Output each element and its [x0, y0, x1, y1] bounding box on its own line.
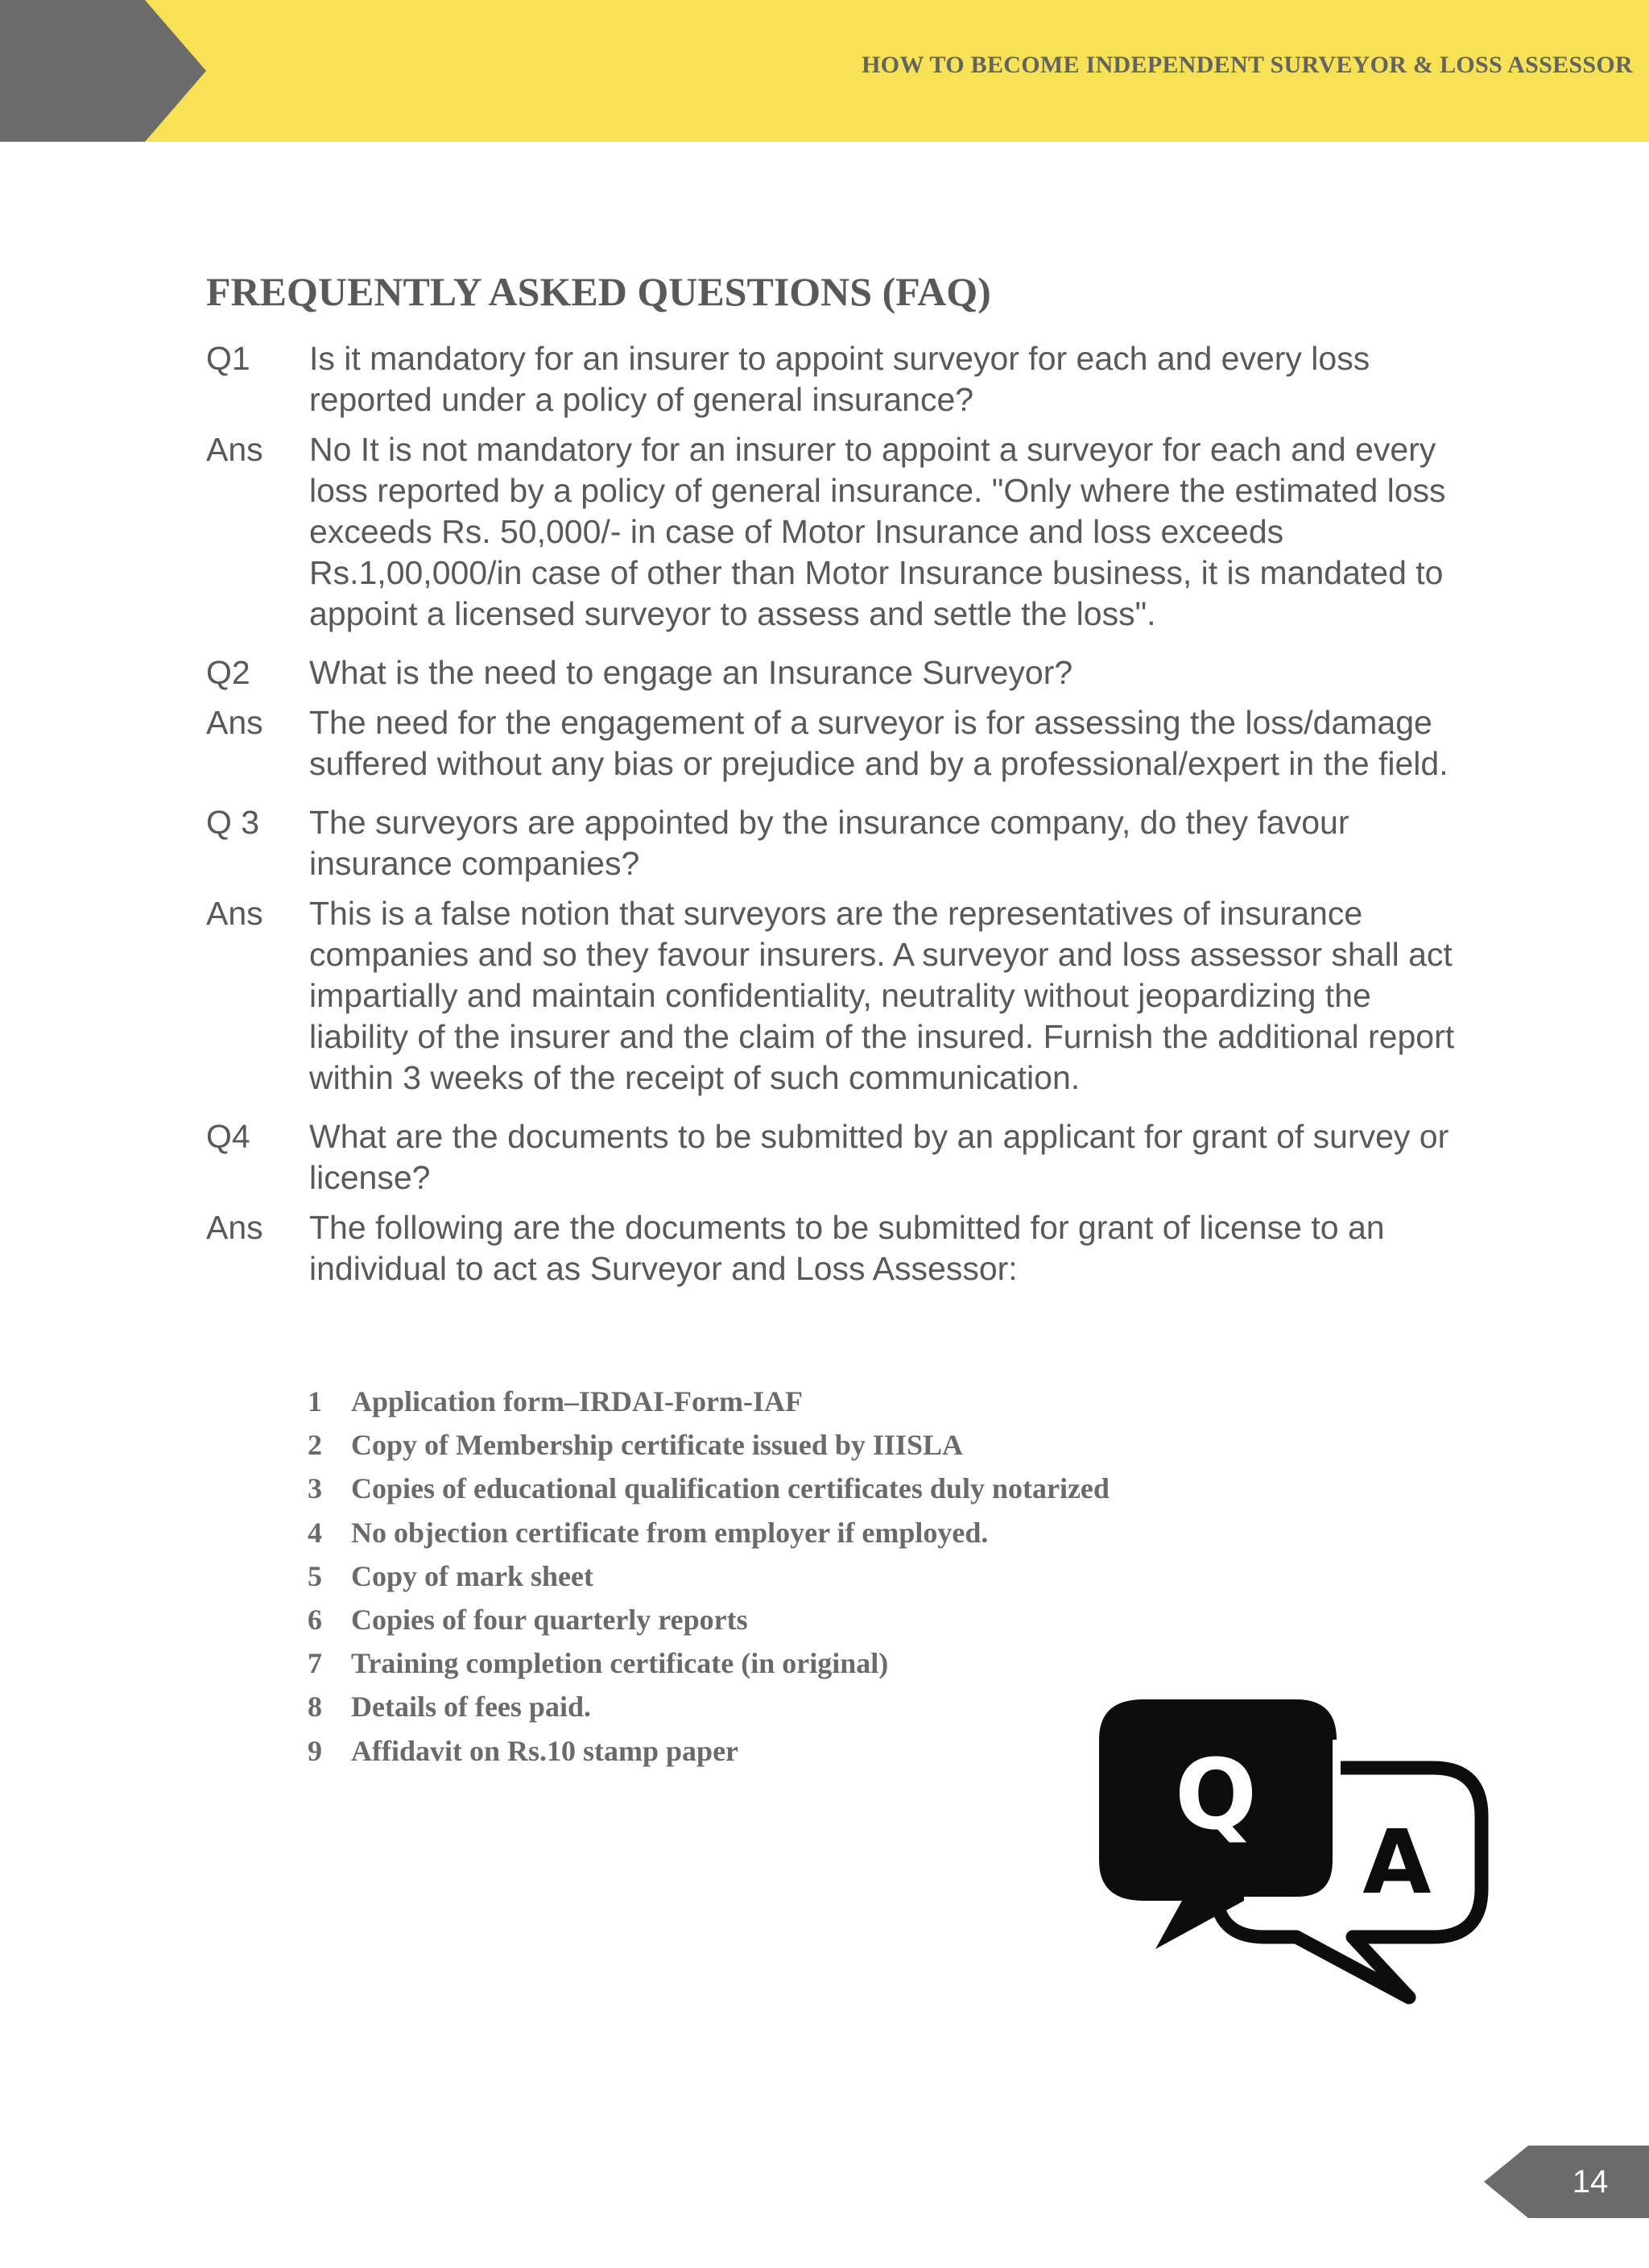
q-letter: Q	[1174, 1740, 1258, 1852]
list-item-number: 6	[308, 1604, 322, 1637]
list-item	[308, 1511, 1110, 1554]
question-label: Q1	[206, 340, 250, 377]
list-item	[308, 1423, 1110, 1467]
faq-question-1	[206, 338, 1478, 420]
qa-speech-bubbles-icon	[1095, 1691, 1498, 2013]
answer-text: The need for the engagement of a surveyor is for assessing the loss/damage suffered without any bias or prejudice and by a professional/expert in the field.	[309, 704, 1449, 782]
question-text: What are the documents to be submitted by an applicant for grant of survey or license?	[309, 1118, 1449, 1196]
list-item	[308, 1641, 1110, 1685]
answer-text: The following are the documents to be submitted for grant of license to an individual to act as Surveyor and Loss Assessor:	[309, 1209, 1385, 1287]
answer-label: Ans	[206, 895, 263, 932]
header-arrow-decoration	[0, 0, 209, 142]
faq-question-3	[206, 802, 1478, 884]
a-letter: A	[1362, 1811, 1432, 1914]
faq-question-2	[206, 652, 1478, 693]
section-heading: FREQUENTLY ASKED QUESTIONS (FAQ)	[206, 269, 991, 314]
list-item	[308, 1467, 1110, 1510]
faq-answer-2	[206, 702, 1478, 784]
answer-label: Ans	[206, 431, 263, 468]
faq-question-4	[206, 1116, 1478, 1198]
answer-text: No It is not mandatory for an insurer to appoint a surveyor for each and every loss reported by a policy of general insurance. "Only where the estimated loss exceeds Rs. 50,000/- in case of Motor Insurance and loss exceeds Rs.1,00,000/in case of other than Motor Insurance business, it is mandated to appoint a licensed surveyor to assess and settle the loss".	[309, 431, 1446, 632]
list-item-number: 4	[308, 1516, 322, 1549]
list-item-text: Training completion certificate (in original)	[351, 1647, 889, 1680]
list-item-text: Copies of four quarterly reports	[351, 1604, 748, 1637]
question-text: The surveyors are appointed by the insurance company, do they favour insurance companies?	[309, 804, 1349, 882]
list-item-number: 8	[308, 1691, 322, 1724]
list-item-number: 2	[308, 1429, 322, 1462]
faq-list	[206, 338, 1478, 1298]
answer-label: Ans	[206, 704, 263, 741]
answer-text: This is a false notion that surveyors are the representatives of insurance companies and so they favour insurers. A surveyor and loss assessor shall act impartially and maintain confidentiality, neutrality without jeopardizing the liability of the insurer and the claim of the insured. Furnish the additional report within 3 weeks of the receipt of such communication.	[309, 895, 1455, 1096]
list-item-number: 1	[308, 1385, 322, 1418]
header-title: HOW TO BECOME INDEPENDENT SURVEYOR & LOSS ASSESSOR	[862, 52, 1633, 78]
list-item-text: Copy of Membership certificate issued by IIISLA	[351, 1429, 963, 1462]
question-label: Q2	[206, 654, 250, 691]
list-item-text: Application form–IRDAI-Form-IAF	[351, 1385, 803, 1418]
question-label: Q4	[206, 1118, 250, 1155]
question-text: Is it mandatory for an insurer to appoint surveyor for each and every loss reported under a policy of general insurance?	[309, 340, 1370, 418]
list-item-text: Details of fees paid.	[351, 1691, 591, 1724]
page-number: 14	[1572, 2164, 1609, 2200]
list-item	[308, 1685, 1110, 1728]
list-item-number: 5	[308, 1559, 322, 1592]
list-item-text: Copy of mark sheet	[351, 1559, 593, 1592]
question-label: Q 3	[206, 804, 260, 841]
answer-label: Ans	[206, 1209, 263, 1246]
faq-answer-4	[206, 1207, 1478, 1289]
list-item-number: 7	[308, 1647, 322, 1680]
list-item-text: Affidavit on Rs.10 stamp paper	[351, 1734, 739, 1767]
list-item	[308, 1554, 1110, 1598]
list-item-number: 9	[308, 1734, 322, 1767]
list-item	[308, 1380, 1110, 1423]
list-item-text: Copies of educational qualification certificates duly notarized	[351, 1472, 1110, 1505]
list-item-number: 3	[308, 1472, 322, 1505]
list-item	[308, 1598, 1110, 1641]
documents-list	[308, 1380, 1110, 1773]
faq-answer-1	[206, 429, 1478, 635]
list-item-text: No objection certificate from employer if employed.	[351, 1516, 989, 1549]
list-item	[308, 1729, 1110, 1773]
faq-answer-3	[206, 893, 1478, 1099]
question-text: What is the need to engage an Insurance Surveyor?	[309, 654, 1073, 691]
